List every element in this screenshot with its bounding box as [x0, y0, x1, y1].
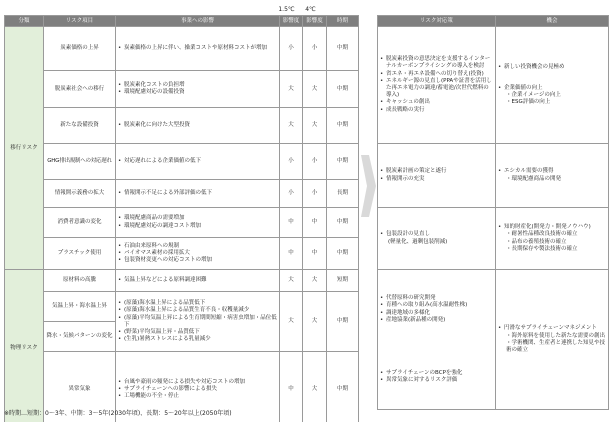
category-transition: 移行リスク: [5, 27, 44, 270]
impact-line: • 炭素価格の上昇に伴い、操業コストや原材料コストが増加: [124, 45, 277, 52]
table-row: [5, 27, 359, 71]
impact-high: 大: [303, 270, 327, 292]
response-line: • 脱炭素投資の意思決定を支援するインターナルカーボンプライシングの導入を検討: [386, 56, 493, 70]
impact-low: 大: [280, 71, 303, 108]
category-physical: 物理リスク: [5, 270, 44, 422]
table-row: [378, 27, 609, 144]
opportunity-line: ・長期保存や製法技術の確立: [506, 246, 578, 253]
risk-item: 原材料の高騰: [44, 270, 116, 292]
impact-low: 大: [280, 292, 303, 352]
impact-high: 小: [303, 144, 327, 180]
impact-line: • 環境配慮商品の需要増加: [124, 215, 277, 222]
impact-line: • (野菜)平均気温上昇・品質低下: [124, 329, 277, 336]
response-line: • キャッシュの創出: [386, 99, 493, 106]
table-row: [5, 108, 359, 144]
response-line: • 省エネ・再エネ設備への切り替え(投資): [386, 71, 493, 78]
response-line: • 代替原料の研究開発: [386, 295, 493, 302]
response-line: • 調達地域の多様化: [386, 310, 493, 317]
impact-line: • 石油由来原料への規制: [124, 243, 277, 250]
opportunity-line: ・品布の養殖技術の確立: [506, 238, 567, 245]
period: 中期: [327, 238, 359, 270]
impact-low: 中: [280, 352, 303, 422]
risk-item: 脱炭素社会への移行: [44, 71, 116, 108]
period: 中期: [327, 208, 359, 238]
response-table: [377, 15, 609, 410]
risk-item: 情報開示義務の拡大: [44, 180, 116, 208]
opportunity-cell: [496, 208, 609, 270]
period: 短期: [327, 270, 359, 292]
impact-cell: [116, 144, 280, 180]
opportunity-line: ・ESG評価の向上: [506, 99, 551, 106]
table-row: [5, 238, 359, 270]
response-line: (軽量化、過剰包装削減): [388, 238, 448, 245]
response-line: • サプライチェーンのBCPを強化: [386, 370, 493, 377]
header-response: リスク対応策: [378, 16, 496, 27]
opportunity-cell: [496, 27, 609, 144]
table-row: [5, 292, 359, 322]
risk-item: 消費者意識の変化: [44, 208, 116, 238]
impact-cell: [116, 292, 280, 352]
risk-table: [4, 15, 359, 422]
impact-line: • サプライチェーンへの影響による損失: [124, 386, 277, 393]
impact-low: 大: [280, 270, 303, 292]
table-row: [378, 208, 609, 270]
table-row: [378, 144, 609, 208]
impact-cell: [116, 71, 280, 108]
header-opportunity: 機会: [496, 16, 609, 27]
scenario-1-5c-label: 1.5℃: [278, 6, 295, 13]
risk-item: GHG排出規制への対応遅れ: [44, 144, 116, 180]
response-line: • 成長戦略の実行: [386, 107, 493, 114]
opportunity-line: • 円滑なサプライチェーンマネジメント: [504, 325, 606, 332]
impact-cell: [116, 180, 280, 208]
impact-cell: [116, 108, 280, 144]
impact-line: • 脱炭素化コストの負担増: [124, 82, 277, 89]
header-impact-high: 影響度: [303, 16, 327, 27]
response-line: • 包装設計の見直し: [386, 231, 493, 238]
response-cell: [378, 144, 496, 208]
period: 中期: [327, 292, 359, 352]
risk-item: 降水・気候パターンの変化: [44, 322, 116, 352]
risk-item: プラスチック使用: [44, 238, 116, 270]
response-cell: [378, 27, 496, 144]
impact-cell: [116, 270, 280, 292]
impact-high: 小: [303, 27, 327, 71]
footnote: ※時期…短期：0～3年、中期：3～5年(2030年頃)、長期：5～20年以上(2050年頃): [4, 410, 232, 417]
impact-line: • 台風や豪雨の頻発による損失や対応コストの増加: [124, 379, 277, 386]
header-impact: 事業への影響: [116, 16, 280, 27]
impact-line: • 対応遅れによる企業価値の低下: [124, 158, 277, 165]
response-line: • 異常気象に対するリスク評価: [386, 377, 493, 384]
impact-line: • 情報開示不足による外部評価の低下: [124, 190, 277, 197]
impact-line: • 気温上昇などによる原料調達困難: [124, 277, 277, 284]
period: 中期: [327, 108, 359, 144]
response-line: • 脱炭素計画の策定と遂行: [386, 168, 493, 175]
impact-low: 小: [280, 180, 303, 208]
table-row: [378, 270, 609, 410]
opportunity-line: ・学術機関、生産者と連携した知見や技術の確立: [506, 339, 606, 353]
impact-cell: [116, 208, 280, 238]
table-row: [5, 71, 359, 108]
arrow-right-icon: [361, 155, 376, 217]
impact-line: • 環境配慮対応の調達コスト増加: [124, 223, 277, 230]
period: 中期: [327, 144, 359, 180]
header-risk-item: リスク項目: [44, 16, 116, 27]
impact-high: 小: [303, 180, 327, 208]
opportunity-cell: [496, 270, 609, 410]
impact-line: • 包装資材変更への対応コストの増加: [124, 257, 277, 264]
period: 長期: [327, 180, 359, 208]
opportunity-cell: [496, 144, 609, 208]
opportunity-line: • 新しい投資機会の見極め: [504, 64, 606, 71]
impact-line: • 環境配慮対応の設備投資: [124, 89, 277, 96]
risk-item: 気温上昇・海水温上昇: [44, 292, 116, 322]
impact-line: • (原藻)海水温上昇による品質低下: [124, 300, 277, 307]
impact-line: • (生乳)暑熱ストレスによる乳量減少: [124, 336, 277, 343]
impact-high: 大: [303, 352, 327, 422]
opportunity-line: • 知的財産化(開発力・開発ノウハウ): [504, 224, 606, 231]
period: 中期: [327, 27, 359, 71]
period: 中期: [327, 352, 359, 422]
header-category: 分類: [5, 16, 44, 27]
response-line: • エネルギー源の見直し(PPAや証書を活用した再エネ電力の調達/蓄電池/次世代燃料の導入): [386, 78, 493, 99]
impact-high: 大: [303, 292, 327, 352]
risk-item: 炭素価格の上昇: [44, 27, 116, 71]
impact-cell: [116, 27, 280, 71]
impact-low: 小: [280, 144, 303, 180]
impact-high: 中: [303, 238, 327, 270]
opportunity-line: • エシカル需要の獲得: [504, 168, 606, 175]
header-period: 時期: [327, 16, 359, 27]
impact-low: 中: [280, 238, 303, 270]
opportunity-line: ・耐暑性品種改良技術の確立: [506, 231, 578, 238]
response-line: • 育種への取り組み(高水温耐性株): [386, 302, 493, 309]
impact-high: 大: [303, 71, 327, 108]
impact-low: 中: [280, 208, 303, 238]
impact-line: • (原藻)平均気温上昇による生育期間短縮・病害虫増加・品位低下: [124, 315, 277, 329]
table-row: [5, 180, 359, 208]
response-cell: [378, 270, 496, 410]
impact-low: 大: [280, 108, 303, 144]
impact-low: 小: [280, 27, 303, 71]
response-line: • 産地協業(新品種の開発): [386, 317, 493, 324]
impact-line: • 工場機能の不全・停止: [124, 393, 277, 400]
opportunity-line: ・海外原料を使用した新たな需要の創出: [506, 332, 606, 339]
table-row: [5, 270, 359, 292]
table-row: [5, 144, 359, 180]
response-cell: [378, 208, 496, 270]
risk-item: 異常気象: [44, 352, 116, 422]
response-line: • 情報開示の充実: [386, 176, 493, 183]
impact-line: • 脱炭素化に向けた大型投資: [124, 122, 277, 129]
impact-line: • (原藻)海水温上昇による品質生育不良・収穫量減少: [124, 307, 277, 314]
scenario-4c-label: 4℃: [305, 6, 316, 13]
risk-item: 新たな設備投資: [44, 108, 116, 144]
impact-high: 大: [303, 108, 327, 144]
impact-line: • バイオマス素材の採用拡大: [124, 250, 277, 257]
period: 中期: [327, 71, 359, 108]
impact-high: 中: [303, 208, 327, 238]
impact-cell: [116, 238, 280, 270]
opportunity-line: • 企業価値の向上: [504, 85, 606, 92]
table-row: [5, 208, 359, 238]
opportunity-line: ・企業イメージの向上: [506, 92, 561, 98]
header-impact-low: 影響度: [280, 16, 303, 27]
opportunity-line: ・環境配慮商品の開発: [506, 175, 562, 182]
